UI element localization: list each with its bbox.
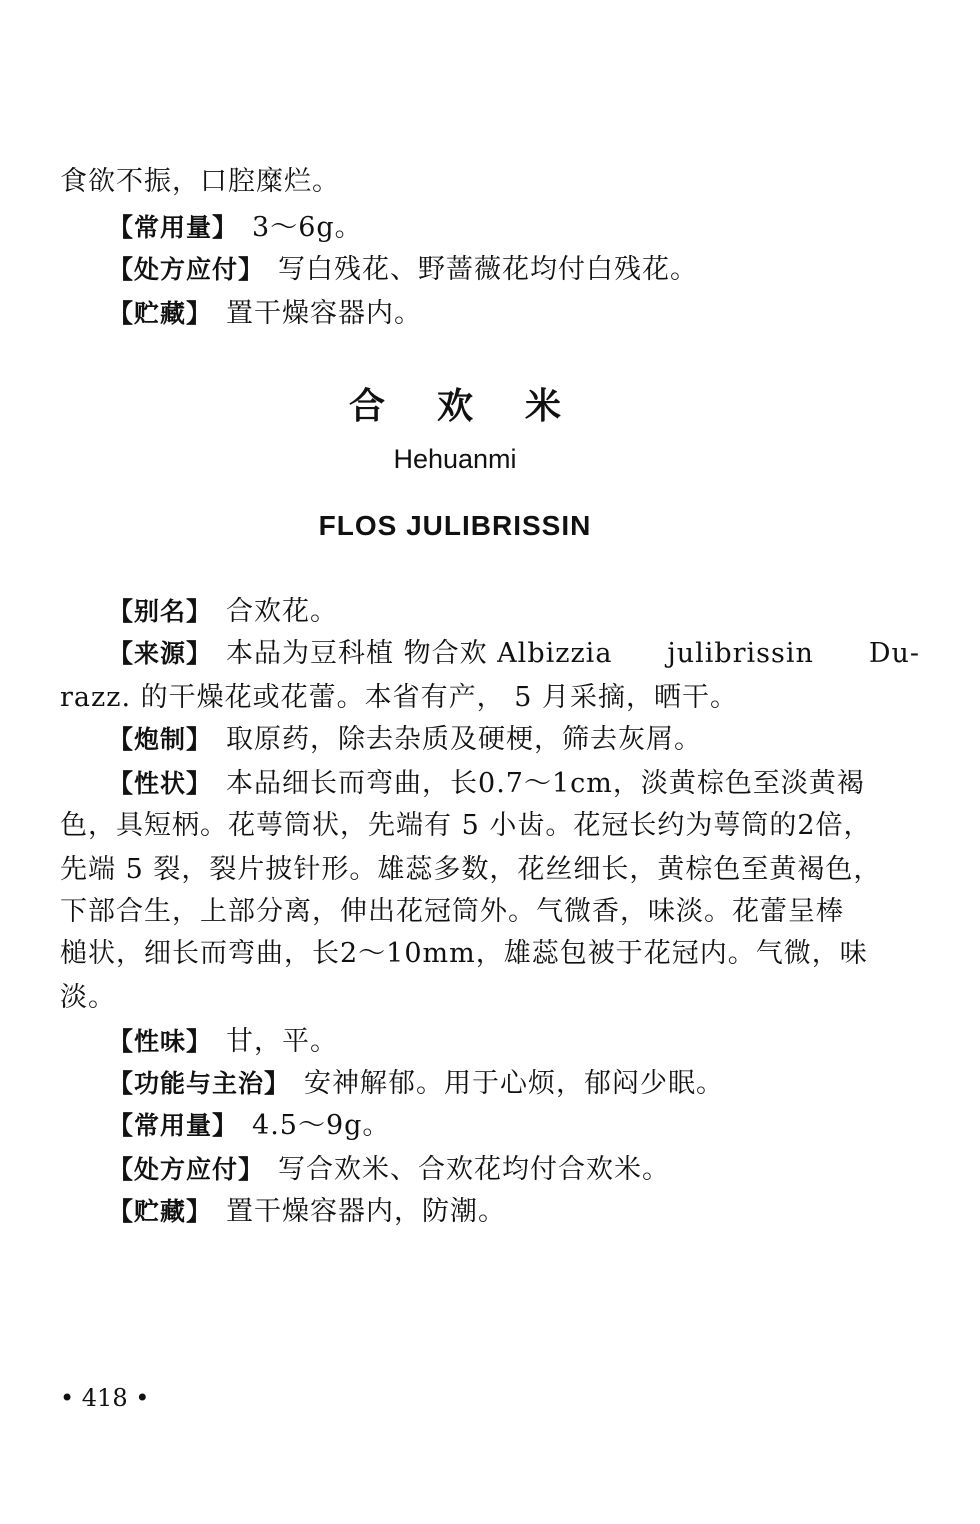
entry-title-chinese: 合欢米 (348, 386, 613, 427)
entry-dosage (108, 1104, 920, 1148)
prev-dosage-label: 【常用量】 (108, 213, 239, 242)
prev-entry-tail-line (60, 160, 920, 204)
storage-label: 【贮藏】 (108, 1197, 213, 1226)
prescription-value: 写合欢米、合欢花均付合欢米。 (278, 1154, 671, 1185)
prev-prescription-label: 【处方应付】 (108, 255, 265, 284)
entry-prescription (108, 1148, 920, 1192)
prev-entry-tail-text: 食欲不振，口腔糜烂。 (60, 166, 340, 197)
function-value: 安神解郁。用于心烦，郁闷少眠。 (304, 1068, 725, 1099)
source-text-1a: 本品为豆科植 物合欢 Albizzia (226, 638, 613, 669)
description-text-1: 本品细长而弯曲，长0.7～1cm，淡黄棕色至淡黄褐 (226, 768, 865, 799)
description-text-5: 槌状，细长而弯曲，长2～10mm，雄蕊包被于花冠内。气微，味 (60, 938, 868, 969)
entry-alias (108, 590, 920, 634)
description-text-3: 先端 5 裂，裂片披针形。雄蕊多数，花丝细长，黄棕色至黄褐色， (60, 854, 882, 885)
storage-value: 置干燥容器内，防潮。 (226, 1196, 507, 1227)
dosage-value: 4.5～9g。 (252, 1110, 391, 1141)
page-number: • 418 • (60, 1384, 150, 1412)
entry-source-line-1 (108, 632, 920, 676)
taste-label: 【性味】 (108, 1027, 213, 1056)
dosage-label: 【常用量】 (108, 1111, 239, 1140)
processing-label: 【炮制】 (108, 725, 213, 754)
description-label: 【性状】 (108, 769, 213, 798)
entry-description-line-4 (60, 890, 920, 934)
prev-entry-dosage (108, 206, 920, 250)
entry-source-line-2 (60, 676, 920, 720)
description-text-6: 淡。 (60, 982, 116, 1013)
source-text-1c: Du- (868, 638, 920, 669)
prev-storage-value: 置干燥容器内。 (226, 298, 423, 329)
prev-storage-label: 【贮藏】 (108, 299, 213, 328)
taste-value: 甘，平。 (226, 1026, 339, 1057)
entry-description-line-5 (60, 932, 920, 976)
entry-description-line-6 (60, 976, 920, 1020)
prev-entry-storage (108, 292, 920, 336)
alias-label: 【别名】 (108, 597, 213, 626)
entry-description-line-3 (60, 848, 920, 892)
prev-entry-prescription (108, 248, 920, 292)
entry-description-line-2 (60, 804, 920, 848)
entry-storage (108, 1190, 920, 1234)
entry-title-latin: FLOS JULIBRISSIN (318, 510, 592, 541)
entry-title-pinyin: Hehuanmi (393, 444, 517, 474)
prev-prescription-value: 写白残花、野蔷薇花均付白残花。 (278, 254, 699, 285)
alias-value: 合欢花。 (226, 596, 339, 627)
source-label: 【来源】 (108, 639, 213, 668)
processing-value: 取原药，除去杂质及硬梗，筛去灰屑。 (226, 724, 703, 755)
entry-function (108, 1062, 920, 1106)
entry-taste (108, 1020, 920, 1064)
description-text-4: 下部合生，上部分离，伸出花冠筒外。气微香，味淡。花蕾呈棒 (60, 896, 844, 927)
function-label: 【功能与主治】 (108, 1069, 291, 1098)
source-text-1b: julibrissin (667, 638, 814, 669)
entry-processing (108, 718, 920, 762)
entry-description-line-1 (108, 762, 920, 806)
description-text-2: 色，具短柄。花萼筒状，先端有 5 小齿。花冠长约为萼筒的2倍， (60, 810, 872, 841)
prev-dosage-value: 3～6g。 (252, 212, 363, 243)
prescription-label: 【处方应付】 (108, 1155, 265, 1184)
source-text-2: razz. 的干燥花或花蕾。本省有产， 5 月采摘，晒干。 (60, 682, 738, 713)
